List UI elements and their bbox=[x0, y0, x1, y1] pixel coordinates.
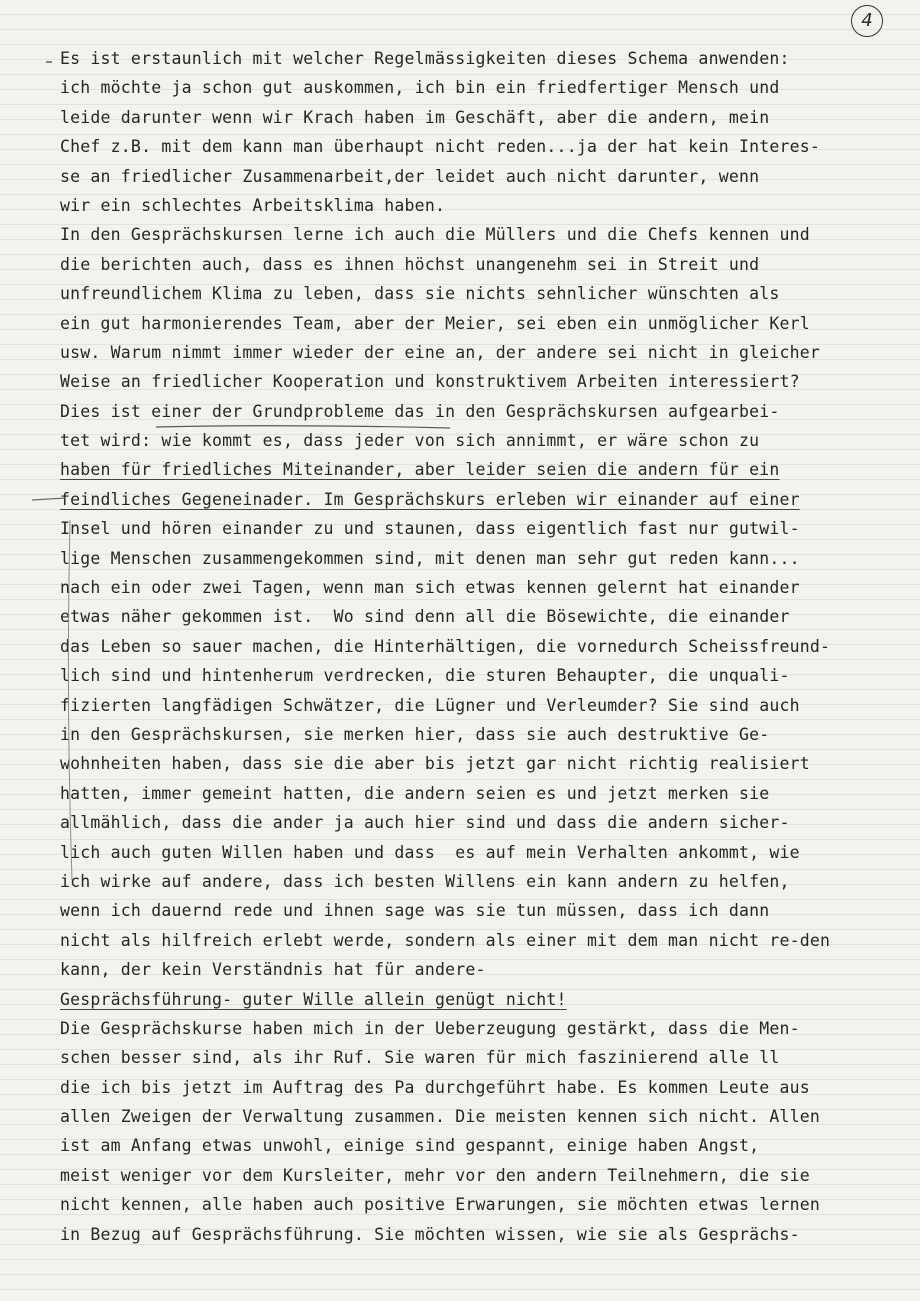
text-line: tet wird: wie kommt es, dass jeder von sich annimmt, er wäre schon zu bbox=[60, 431, 760, 451]
text-line: In den Gesprächskursen lerne ich auch die Müllers und die Chefs kennen und bbox=[60, 225, 810, 245]
text-line: wenn ich dauernd rede und ihnen sage was sie tun müssen, dass ich dann bbox=[60, 901, 770, 921]
text-line: usw. Warum nimmt immer wieder der eine an, der andere sei nicht in gleicher bbox=[60, 342, 821, 362]
text-line: ich wirke auf andere, dass ich besten Willens ein kann andern zu helfen, bbox=[60, 871, 790, 891]
text-line: Weise an friedlicher Kooperation und konstruktivem Arbeiten interessiert? bbox=[60, 372, 800, 392]
text-line: nicht kennen, alle haben auch positive Erwarungen, sie möchten etwas lernen bbox=[60, 1195, 821, 1215]
text-line: leide darunter wenn wir Krach haben im Geschäft, aber die andern, mein bbox=[60, 107, 770, 127]
text-line: ist am Anfang etwas unwohl, einige sind gespannt, einige haben Angst, bbox=[60, 1136, 760, 1156]
text-line: lich auch guten Willen haben und dass es auf mein Verhalten ankommt, wie bbox=[60, 842, 800, 862]
text-line: fizierten langfädigen Schwätzer, die Lügner und Verleumder? Sie sind auch bbox=[60, 695, 800, 715]
text-line: die ich bis jetzt im Auftrag des Pa durchgeführt habe. Es kommen Leute aus bbox=[60, 1077, 810, 1097]
typewritten-text bbox=[60, 44, 900, 1249]
text-line: unfreundlichem Klima zu leben, dass sie nichts sehnlicher wünschten als bbox=[60, 284, 780, 304]
text-line: lich sind und hintenherum verdrecken, die sturen Behaupter, die unquali- bbox=[60, 666, 790, 686]
text-line: Dies ist einer der Grundprobleme das in den Gesprächskursen aufgearbei- bbox=[60, 401, 780, 421]
text-line: lige Menschen zusammengekommen sind, mit denen man sehr gut reden kann... bbox=[60, 548, 800, 568]
text-line: das Leben so sauer machen, die Hinterhältigen, die vornedurch Scheissfreund- bbox=[60, 636, 831, 656]
text-line: wir ein schlechtes Arbeitsklima haben. bbox=[60, 195, 446, 215]
text-line: Insel und hören einander zu und staunen, dass eigentlich fast nur gutwil- bbox=[60, 519, 800, 539]
text-line: schen besser sind, als ihr Ruf. Sie waren für mich faszinierend alle ll bbox=[60, 1048, 780, 1068]
text-line: hatten, immer gemeint hatten, die andern seien es und jetzt merken sie bbox=[60, 783, 770, 803]
text-line: allen Zweigen der Verwaltung zusammen. Die meisten kennen sich nicht. Allen bbox=[60, 1107, 821, 1127]
text-line: etwas näher gekommen ist. Wo sind denn all die Bösewichte, die einander bbox=[60, 607, 790, 627]
text-line: die berichten auch, dass es ihnen höchst unangenehm sei in Streit und bbox=[60, 254, 760, 274]
text-line: allmählich, dass die ander ja auch hier sind und dass die andern sicher- bbox=[60, 813, 790, 833]
text-line: nach ein oder zwei Tagen, wenn man sich etwas kennen gelernt hat einander bbox=[60, 578, 800, 598]
text-line: ich möchte ja schon gut auskommen, ich bin ein friedfertiger Mensch und bbox=[60, 78, 780, 98]
text-line: kann, der kein Verständnis hat für andere- bbox=[60, 960, 486, 980]
text-line: Chef z.B. mit dem kann man überhaupt nicht reden...ja der hat kein Interes- bbox=[60, 137, 821, 157]
text-line: se an friedlicher Zusammenarbeit,der leidet auch nicht darunter, wenn bbox=[60, 166, 760, 186]
text-line: in den Gesprächskursen, sie merken hier, dass sie auch destruktive Ge- bbox=[60, 724, 770, 744]
text-line: in Bezug auf Gesprächsführung. Sie möchten wissen, wie sie als Gesprächs- bbox=[60, 1224, 800, 1244]
text-line: feindliches Gegeneinader. Im Gesprächskurs erleben wir einander auf einer bbox=[60, 489, 800, 509]
text-line: ein gut harmonierendes Team, aber der Meier, sei eben ein unmöglicher Kerl bbox=[60, 313, 810, 333]
text-line: haben für friedliches Miteinander, aber leider seien die andern für ein bbox=[60, 460, 780, 480]
text-line: nicht als hilfreich erlebt werde, sondern als einer mit dem man nicht re-den bbox=[60, 930, 831, 950]
text-line: wohnheiten haben, dass sie die aber bis jetzt gar nicht richtig realisiert bbox=[60, 754, 810, 774]
text-line: meist weniger vor dem Kursleiter, mehr vor den andern Teilnehmern, die sie bbox=[60, 1165, 810, 1185]
page-number: 4 bbox=[851, 5, 883, 37]
text-line: Es ist erstaunlich mit welcher Regelmässigkeiten dieses Schema anwenden: bbox=[60, 49, 790, 68]
text-line: Gesprächsführung- guter Wille allein genügt nicht! bbox=[60, 989, 567, 1009]
text-line: Die Gesprächskurse haben mich in der Ueberzeugung gestärkt, dass die Men- bbox=[60, 1018, 800, 1038]
